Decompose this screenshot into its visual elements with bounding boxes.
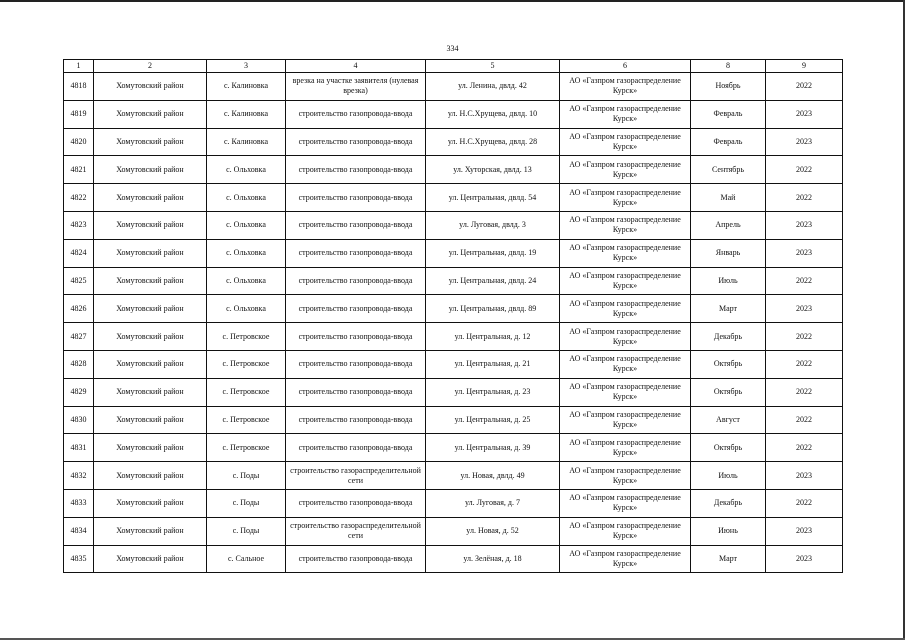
column-header: 2 <box>94 60 207 73</box>
table-header <box>64 60 843 73</box>
district-cell: Хомутовский район <box>94 239 207 267</box>
month-cell: Март <box>691 295 766 323</box>
table-row <box>64 100 843 128</box>
column-header: 9 <box>766 60 843 73</box>
month-cell: Ноябрь <box>691 73 766 101</box>
table-row <box>64 128 843 156</box>
work-type-cell: строительство газопровода-ввода <box>286 434 426 462</box>
month-cell: Июнь <box>691 517 766 545</box>
organization-cell: АО «Газпром газораспределение Курск» <box>560 434 691 462</box>
district-cell: Хомутовский район <box>94 517 207 545</box>
row-number: 4820 <box>64 128 94 156</box>
settlement-cell: с. Сальное <box>207 545 286 573</box>
row-number: 4835 <box>64 545 94 573</box>
table-body <box>64 73 843 573</box>
table-row <box>64 156 843 184</box>
month-cell: Февраль <box>691 100 766 128</box>
year-cell: 2022 <box>766 489 843 517</box>
column-header: 1 <box>64 60 94 73</box>
address-cell: ул. Центральная, д. 39 <box>426 434 560 462</box>
organization-cell: АО «Газпром газораспределение Курск» <box>560 545 691 573</box>
address-cell: ул. Новая, д. 52 <box>426 517 560 545</box>
gasification-register-table <box>63 59 843 573</box>
district-cell: Хомутовский район <box>94 545 207 573</box>
address-cell: ул. Центральная, д. 23 <box>426 378 560 406</box>
column-header: 5 <box>426 60 560 73</box>
table-row <box>64 489 843 517</box>
year-cell: 2022 <box>766 267 843 295</box>
settlement-cell: с. Калиновка <box>207 128 286 156</box>
address-cell: ул. Новая, двлд. 49 <box>426 462 560 490</box>
month-cell: Декабрь <box>691 489 766 517</box>
district-cell: Хомутовский район <box>94 73 207 101</box>
settlement-cell: с. Ольховка <box>207 239 286 267</box>
year-cell: 2022 <box>766 406 843 434</box>
address-cell: ул. Центральная, двлд. 54 <box>426 184 560 212</box>
year-cell: 2022 <box>766 156 843 184</box>
organization-cell: АО «Газпром газораспределение Курск» <box>560 462 691 490</box>
address-cell: ул. Н.С.Хрущева, двлд. 28 <box>426 128 560 156</box>
district-cell: Хомутовский район <box>94 267 207 295</box>
work-type-cell: строительство газопровода-ввода <box>286 489 426 517</box>
year-cell: 2022 <box>766 350 843 378</box>
column-header: 8 <box>691 60 766 73</box>
settlement-cell: с. Петровское <box>207 434 286 462</box>
table-row <box>64 406 843 434</box>
month-cell: Октябрь <box>691 434 766 462</box>
table-row <box>64 239 843 267</box>
column-header: 4 <box>286 60 426 73</box>
district-cell: Хомутовский район <box>94 295 207 323</box>
month-cell: Май <box>691 184 766 212</box>
month-cell: Февраль <box>691 128 766 156</box>
row-number: 4834 <box>64 517 94 545</box>
table-row <box>64 184 843 212</box>
year-cell: 2022 <box>766 73 843 101</box>
table-row <box>64 267 843 295</box>
settlement-cell: с. Поды <box>207 517 286 545</box>
settlement-cell: с. Петровское <box>207 378 286 406</box>
district-cell: Хомутовский район <box>94 323 207 351</box>
month-cell: Январь <box>691 239 766 267</box>
address-cell: ул. Центральная, д. 12 <box>426 323 560 351</box>
year-cell: 2023 <box>766 100 843 128</box>
organization-cell: АО «Газпром газораспределение Курск» <box>560 350 691 378</box>
work-type-cell: строительство газопровода-ввода <box>286 128 426 156</box>
row-number: 4833 <box>64 489 94 517</box>
work-type-cell: строительство газораспределительной сети <box>286 462 426 490</box>
district-cell: Хомутовский район <box>94 211 207 239</box>
month-cell: Июль <box>691 267 766 295</box>
work-type-cell: строительство газопровода-ввода <box>286 211 426 239</box>
organization-cell: АО «Газпром газораспределение Курск» <box>560 295 691 323</box>
row-number: 4825 <box>64 267 94 295</box>
month-cell: Декабрь <box>691 323 766 351</box>
organization-cell: АО «Газпром газораспределение Курск» <box>560 239 691 267</box>
year-cell: 2022 <box>766 434 843 462</box>
address-cell: ул. Центральная, двлд. 24 <box>426 267 560 295</box>
year-cell: 2023 <box>766 239 843 267</box>
row-number: 4827 <box>64 323 94 351</box>
table-row <box>64 462 843 490</box>
work-type-cell: строительство газопровода-ввода <box>286 323 426 351</box>
year-cell: 2022 <box>766 184 843 212</box>
month-cell: Октябрь <box>691 350 766 378</box>
address-cell: ул. Центральная, д. 25 <box>426 406 560 434</box>
district-cell: Хомутовский район <box>94 350 207 378</box>
district-cell: Хомутовский район <box>94 406 207 434</box>
district-cell: Хомутовский район <box>94 128 207 156</box>
month-cell: Март <box>691 545 766 573</box>
work-type-cell: строительство газопровода-ввода <box>286 239 426 267</box>
settlement-cell: с. Ольховка <box>207 295 286 323</box>
row-number: 4829 <box>64 378 94 406</box>
work-type-cell: строительство газопровода-ввода <box>286 100 426 128</box>
district-cell: Хомутовский район <box>94 434 207 462</box>
organization-cell: АО «Газпром газораспределение Курск» <box>560 156 691 184</box>
address-cell: ул. Ленина, двлд. 42 <box>426 73 560 101</box>
row-number: 4824 <box>64 239 94 267</box>
column-header: 3 <box>207 60 286 73</box>
work-type-cell: строительство газопровода-ввода <box>286 267 426 295</box>
organization-cell: АО «Газпром газораспределение Курск» <box>560 267 691 295</box>
district-cell: Хомутовский район <box>94 100 207 128</box>
year-cell: 2023 <box>766 545 843 573</box>
organization-cell: АО «Газпром газораспределение Курск» <box>560 378 691 406</box>
row-number: 4831 <box>64 434 94 462</box>
year-cell: 2022 <box>766 323 843 351</box>
table-row <box>64 545 843 573</box>
table-row <box>64 323 843 351</box>
row-number: 4832 <box>64 462 94 490</box>
row-number: 4821 <box>64 156 94 184</box>
organization-cell: АО «Газпром газораспределение Курск» <box>560 517 691 545</box>
district-cell: Хомутовский район <box>94 462 207 490</box>
year-cell: 2023 <box>766 211 843 239</box>
year-cell: 2023 <box>766 517 843 545</box>
table-row <box>64 295 843 323</box>
year-cell: 2022 <box>766 378 843 406</box>
organization-cell: АО «Газпром газораспределение Курск» <box>560 323 691 351</box>
header-row <box>64 60 843 73</box>
table-row <box>64 211 843 239</box>
work-type-cell: строительство газопровода-ввода <box>286 378 426 406</box>
organization-cell: АО «Газпром газораспределение Курск» <box>560 100 691 128</box>
district-cell: Хомутовский район <box>94 184 207 212</box>
year-cell: 2023 <box>766 128 843 156</box>
row-number: 4822 <box>64 184 94 212</box>
work-type-cell: строительство газораспределительной сети <box>286 517 426 545</box>
organization-cell: АО «Газпром газораспределение Курск» <box>560 128 691 156</box>
month-cell: Июль <box>691 462 766 490</box>
row-number: 4826 <box>64 295 94 323</box>
district-cell: Хомутовский район <box>94 489 207 517</box>
settlement-cell: с. Петровское <box>207 406 286 434</box>
address-cell: ул. Центральная, двлд. 89 <box>426 295 560 323</box>
settlement-cell: с. Ольховка <box>207 184 286 212</box>
settlement-cell: с. Ольховка <box>207 156 286 184</box>
organization-cell: АО «Газпром газораспределение Курск» <box>560 73 691 101</box>
year-cell: 2023 <box>766 295 843 323</box>
address-cell: ул. Центральная, д. 21 <box>426 350 560 378</box>
work-type-cell: строительство газопровода-ввода <box>286 295 426 323</box>
work-type-cell: строительство газопровода-ввода <box>286 545 426 573</box>
work-type-cell: строительство газопровода-ввода <box>286 156 426 184</box>
district-cell: Хомутовский район <box>94 378 207 406</box>
organization-cell: АО «Газпром газораспределение Курск» <box>560 211 691 239</box>
page-edge-top <box>0 0 905 2</box>
row-number: 4818 <box>64 73 94 101</box>
address-cell: ул. Центральная, двлд. 19 <box>426 239 560 267</box>
month-cell: Сентябрь <box>691 156 766 184</box>
organization-cell: АО «Газпром газораспределение Курск» <box>560 184 691 212</box>
work-type-cell: строительство газопровода-ввода <box>286 406 426 434</box>
settlement-cell: с. Калиновка <box>207 100 286 128</box>
work-type-cell: строительство газопровода-ввода <box>286 184 426 212</box>
settlement-cell: с. Ольховка <box>207 267 286 295</box>
row-number: 4823 <box>64 211 94 239</box>
row-number: 4828 <box>64 350 94 378</box>
table-row <box>64 378 843 406</box>
address-cell: ул. Луговая, двлд. 3 <box>426 211 560 239</box>
address-cell: ул. Луговая, д. 7 <box>426 489 560 517</box>
settlement-cell: с. Поды <box>207 489 286 517</box>
settlement-cell: с. Петровское <box>207 323 286 351</box>
month-cell: Апрель <box>691 211 766 239</box>
organization-cell: АО «Газпром газораспределение Курск» <box>560 406 691 434</box>
month-cell: Октябрь <box>691 378 766 406</box>
table-row <box>64 517 843 545</box>
organization-cell: АО «Газпром газораспределение Курск» <box>560 489 691 517</box>
table-row <box>64 350 843 378</box>
district-cell: Хомутовский район <box>94 156 207 184</box>
address-cell: ул. Хуторская, двлд. 13 <box>426 156 560 184</box>
row-number: 4819 <box>64 100 94 128</box>
address-cell: ул. Н.С.Хрущева, двлд. 10 <box>426 100 560 128</box>
settlement-cell: с. Ольховка <box>207 211 286 239</box>
table-row <box>64 434 843 462</box>
work-type-cell: строительство газопровода-ввода <box>286 350 426 378</box>
row-number: 4830 <box>64 406 94 434</box>
settlement-cell: с. Поды <box>207 462 286 490</box>
work-type-cell: врезка на участке заявителя (нулевая врезка) <box>286 73 426 101</box>
address-cell: ул. Зелёная, д. 18 <box>426 545 560 573</box>
column-header: 6 <box>560 60 691 73</box>
settlement-cell: с. Петровское <box>207 350 286 378</box>
settlement-cell: с. Калиновка <box>207 73 286 101</box>
page-number: 334 <box>446 44 459 53</box>
table-row <box>64 73 843 101</box>
month-cell: Август <box>691 406 766 434</box>
year-cell: 2023 <box>766 462 843 490</box>
